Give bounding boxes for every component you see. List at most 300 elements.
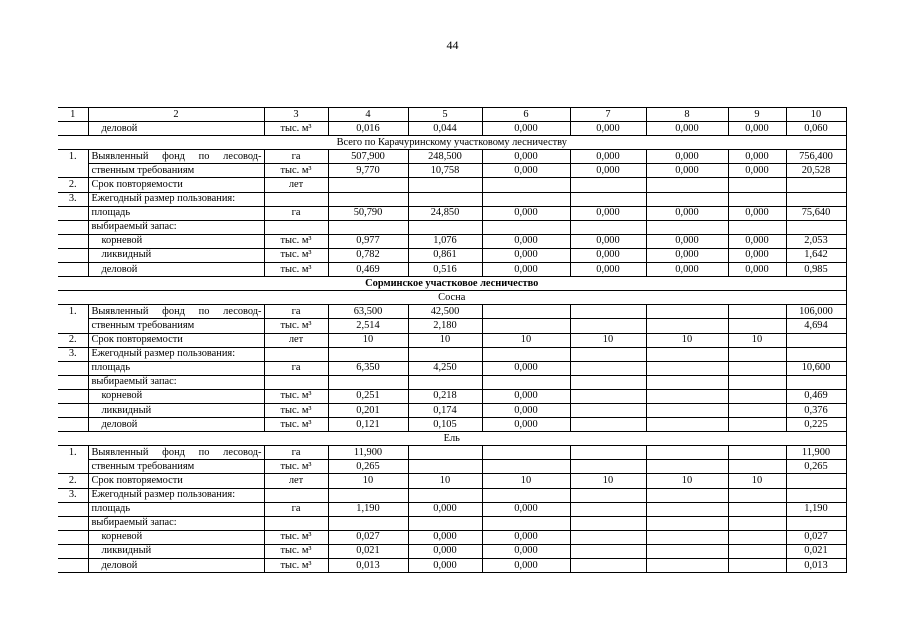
row-number: 3.	[58, 488, 88, 502]
value-cell	[328, 488, 408, 502]
value-cell	[408, 347, 482, 361]
value-cell: 10	[328, 333, 408, 347]
value-cell: 2,053	[786, 234, 846, 248]
value-cell	[646, 192, 728, 206]
value-cell	[570, 530, 646, 544]
value-cell	[786, 375, 846, 389]
column-number-row	[58, 108, 846, 122]
value-cell	[646, 446, 728, 460]
value-cell	[728, 516, 786, 530]
value-cell	[646, 375, 728, 389]
value-cell: 0,376	[786, 403, 846, 417]
value-cell	[728, 403, 786, 417]
value-cell	[570, 403, 646, 417]
value-cell: 0,000	[482, 389, 570, 403]
value-cell: 10	[482, 333, 570, 347]
table-row	[58, 502, 846, 516]
value-cell: 0,000	[408, 559, 482, 573]
section-title: Сорминское участковое лесничество	[58, 277, 846, 291]
value-cell: 0,516	[408, 263, 482, 277]
value-cell: 0,000	[408, 530, 482, 544]
unit-cell: тыс. м³	[264, 122, 328, 136]
value-cell: 24,850	[408, 206, 482, 220]
value-cell: 0,977	[328, 234, 408, 248]
value-cell	[328, 178, 408, 192]
value-cell: 0,000	[482, 502, 570, 516]
value-cell	[786, 474, 846, 488]
value-cell	[728, 347, 786, 361]
value-cell: 0,000	[570, 122, 646, 136]
row-label: деловой	[88, 122, 264, 136]
value-cell	[728, 502, 786, 516]
table-row	[58, 234, 846, 248]
value-cell	[646, 361, 728, 375]
value-cell: 0,000	[646, 263, 728, 277]
value-cell: 0,000	[646, 234, 728, 248]
row-number: 2.	[58, 333, 88, 347]
row-label: ликвидный	[88, 248, 264, 262]
value-cell: 507,900	[328, 150, 408, 164]
row-label: ликвидный	[88, 544, 264, 558]
unit-cell: га	[264, 150, 328, 164]
row-number: 2.	[58, 474, 88, 488]
value-cell: 0,000	[482, 164, 570, 178]
value-cell: 0,225	[786, 418, 846, 432]
row-label: Выявленный фонд по лесовод-	[88, 446, 264, 460]
value-cell: 10	[728, 333, 786, 347]
value-cell: 1,076	[408, 234, 482, 248]
unit-cell: га	[264, 502, 328, 516]
table-row	[58, 544, 846, 558]
value-cell: 0,218	[408, 389, 482, 403]
row-number: 3.	[58, 347, 88, 361]
unit-cell: лет	[264, 178, 328, 192]
value-cell: 0,000	[408, 502, 482, 516]
table-row	[58, 389, 846, 403]
table-row	[58, 122, 846, 136]
value-cell	[570, 220, 646, 234]
value-cell	[570, 319, 646, 333]
column-number: 8	[646, 108, 728, 122]
table-row	[58, 446, 846, 460]
value-cell: 0,000	[728, 234, 786, 248]
value-cell	[786, 178, 846, 192]
table-row	[58, 361, 846, 375]
row-number	[58, 389, 88, 403]
value-cell	[786, 192, 846, 206]
value-cell: 248,500	[408, 150, 482, 164]
row-number	[58, 516, 88, 530]
value-cell	[728, 488, 786, 502]
value-cell: 20,528	[786, 164, 846, 178]
section-row	[58, 432, 846, 446]
table-row	[58, 474, 846, 488]
value-cell: 10,758	[408, 164, 482, 178]
value-cell: 10	[728, 474, 786, 488]
value-cell	[646, 544, 728, 558]
table-row	[58, 488, 846, 502]
value-cell: 10,600	[786, 361, 846, 375]
value-cell: 0,044	[408, 122, 482, 136]
value-cell	[328, 220, 408, 234]
row-label: ликвидный	[88, 403, 264, 417]
row-label: корневой	[88, 530, 264, 544]
value-cell: 0,469	[328, 263, 408, 277]
row-label: выбираемый запас:	[88, 375, 264, 389]
unit-cell: га	[264, 361, 328, 375]
value-cell	[482, 319, 570, 333]
value-cell: 0,000	[482, 418, 570, 432]
row-label: ственным требованиям	[88, 164, 264, 178]
value-cell: 0,013	[786, 559, 846, 573]
forest-use-table	[58, 107, 847, 573]
value-cell: 4,250	[408, 361, 482, 375]
value-cell: 0,174	[408, 403, 482, 417]
value-cell: 10	[408, 333, 482, 347]
value-cell: 0,000	[646, 206, 728, 220]
unit-cell	[264, 220, 328, 234]
row-number: 1.	[58, 150, 88, 164]
value-cell: 0,000	[482, 544, 570, 558]
value-cell: 4,694	[786, 319, 846, 333]
value-cell	[646, 220, 728, 234]
unit-cell: га	[264, 446, 328, 460]
row-label: деловой	[88, 263, 264, 277]
value-cell: 1,190	[786, 502, 846, 516]
value-cell	[786, 220, 846, 234]
value-cell	[328, 347, 408, 361]
value-cell	[728, 418, 786, 432]
value-cell: 0,000	[482, 150, 570, 164]
value-cell	[570, 178, 646, 192]
table-row	[58, 516, 846, 530]
value-cell	[646, 418, 728, 432]
table-row	[58, 220, 846, 234]
value-cell	[728, 305, 786, 319]
value-cell	[728, 375, 786, 389]
value-cell: 0,985	[786, 263, 846, 277]
value-cell: 0,021	[786, 544, 846, 558]
row-label: Срок повторяемости	[88, 474, 264, 488]
value-cell: 10	[482, 474, 570, 488]
value-cell	[570, 460, 646, 474]
value-cell	[482, 305, 570, 319]
unit-cell: га	[264, 305, 328, 319]
value-cell	[646, 403, 728, 417]
value-cell: 63,500	[328, 305, 408, 319]
row-number	[58, 234, 88, 248]
value-cell	[786, 516, 846, 530]
table-row	[58, 263, 846, 277]
value-cell	[570, 347, 646, 361]
value-cell: 0,000	[482, 263, 570, 277]
value-cell: 0,000	[646, 150, 728, 164]
value-cell: 10	[570, 474, 646, 488]
unit-cell	[264, 347, 328, 361]
unit-cell: лет	[264, 474, 328, 488]
table-row	[58, 206, 846, 220]
value-cell	[728, 178, 786, 192]
unit-cell: тыс. м³	[264, 530, 328, 544]
row-label: корневой	[88, 234, 264, 248]
value-cell: 0,000	[728, 263, 786, 277]
section-title: Ель	[58, 432, 846, 446]
row-number	[58, 375, 88, 389]
column-number: 4	[328, 108, 408, 122]
unit-cell: тыс. м³	[264, 559, 328, 573]
value-cell	[408, 375, 482, 389]
unit-cell: тыс. м³	[264, 319, 328, 333]
value-cell	[786, 333, 846, 347]
value-cell: 0,000	[646, 122, 728, 136]
value-cell	[482, 516, 570, 530]
value-cell	[328, 516, 408, 530]
value-cell	[646, 389, 728, 403]
table-row	[58, 248, 846, 262]
value-cell	[646, 488, 728, 502]
row-number	[58, 460, 88, 474]
row-number	[58, 544, 88, 558]
value-cell	[570, 361, 646, 375]
value-cell	[646, 530, 728, 544]
value-cell	[570, 544, 646, 558]
value-cell: 0,000	[570, 248, 646, 262]
value-cell	[408, 488, 482, 502]
row-label: деловой	[88, 418, 264, 432]
value-cell	[570, 488, 646, 502]
value-cell	[328, 192, 408, 206]
unit-cell: тыс. м³	[264, 460, 328, 474]
row-label: площадь	[88, 502, 264, 516]
value-cell	[728, 460, 786, 474]
value-cell: 0,861	[408, 248, 482, 262]
value-cell: 0,265	[786, 460, 846, 474]
table-row	[58, 403, 846, 417]
table-row	[58, 164, 846, 178]
unit-cell: тыс. м³	[264, 164, 328, 178]
value-cell: 0,000	[728, 122, 786, 136]
value-cell: 0,000	[646, 164, 728, 178]
table-row	[58, 305, 846, 319]
row-number	[58, 361, 88, 375]
section-row	[58, 136, 846, 150]
page-number: 44	[446, 38, 459, 52]
unit-cell: тыс. м³	[264, 418, 328, 432]
value-cell: 0,000	[570, 234, 646, 248]
value-cell	[570, 502, 646, 516]
row-number	[58, 122, 88, 136]
row-number	[58, 220, 88, 234]
value-cell	[482, 192, 570, 206]
value-cell: 42,500	[408, 305, 482, 319]
value-cell: 0,000	[482, 361, 570, 375]
value-cell	[570, 516, 646, 530]
row-label: Ежегодный размер пользования:	[88, 192, 264, 206]
column-number: 5	[408, 108, 482, 122]
column-number: 2	[88, 108, 264, 122]
row-label: ственным требованиям	[88, 460, 264, 474]
value-cell: 10	[646, 333, 728, 347]
value-cell	[328, 375, 408, 389]
value-cell	[786, 488, 846, 502]
value-cell: 10	[408, 474, 482, 488]
value-cell: 106,000	[786, 305, 846, 319]
row-number: 1.	[58, 305, 88, 319]
row-label: Срок повторяемости	[88, 178, 264, 192]
value-cell	[570, 559, 646, 573]
row-number	[58, 248, 88, 262]
value-cell: 0,000	[570, 164, 646, 178]
value-cell: 0,000	[728, 206, 786, 220]
column-number: 7	[570, 108, 646, 122]
value-cell: 0,469	[786, 389, 846, 403]
value-cell: 0,000	[482, 248, 570, 262]
value-cell	[646, 460, 728, 474]
value-cell	[646, 502, 728, 516]
section-title: Всего по Карачуринскому участковому лесничеству	[58, 136, 846, 150]
row-number	[58, 418, 88, 432]
value-cell	[570, 418, 646, 432]
value-cell	[482, 488, 570, 502]
value-cell	[570, 446, 646, 460]
value-cell: 1,190	[328, 502, 408, 516]
unit-cell: га	[264, 206, 328, 220]
row-label: Выявленный фонд по лесовод-	[88, 150, 264, 164]
value-cell	[646, 178, 728, 192]
row-number: 2.	[58, 178, 88, 192]
value-cell	[728, 319, 786, 333]
value-cell: 10	[570, 333, 646, 347]
table-row	[58, 460, 846, 474]
row-label: Выявленный фонд по лесовод-	[88, 305, 264, 319]
value-cell	[570, 389, 646, 403]
value-cell: 6,350	[328, 361, 408, 375]
table-row	[58, 559, 846, 573]
value-cell: 0,121	[328, 418, 408, 432]
value-cell: 2,180	[408, 319, 482, 333]
value-cell	[646, 347, 728, 361]
value-cell: 0,016	[328, 122, 408, 136]
row-number: 3.	[58, 192, 88, 206]
table-row	[58, 150, 846, 164]
unit-cell: тыс. м³	[264, 263, 328, 277]
value-cell	[482, 178, 570, 192]
value-cell	[408, 220, 482, 234]
section-title: Сосна	[58, 291, 846, 305]
value-cell	[646, 319, 728, 333]
value-cell: 11,900	[328, 446, 408, 460]
value-cell: 0,265	[328, 460, 408, 474]
value-cell	[482, 220, 570, 234]
row-label: площадь	[88, 206, 264, 220]
value-cell: 2,514	[328, 319, 408, 333]
value-cell	[728, 446, 786, 460]
value-cell	[570, 305, 646, 319]
value-cell: 1,642	[786, 248, 846, 262]
unit-cell: тыс. м³	[264, 403, 328, 417]
row-label: ственным требованиям	[88, 319, 264, 333]
unit-cell: тыс. м³	[264, 544, 328, 558]
value-cell: 0,000	[570, 150, 646, 164]
value-cell	[646, 559, 728, 573]
value-cell	[728, 220, 786, 234]
row-number	[58, 206, 88, 220]
row-number	[58, 403, 88, 417]
row-label: деловой	[88, 559, 264, 573]
value-cell	[482, 460, 570, 474]
value-cell: 10	[328, 474, 408, 488]
value-cell: 50,790	[328, 206, 408, 220]
value-cell	[728, 544, 786, 558]
table-row	[58, 178, 846, 192]
value-cell: 11,900	[786, 446, 846, 460]
table-row	[58, 333, 846, 347]
value-cell: 9,770	[328, 164, 408, 178]
row-label: площадь	[88, 361, 264, 375]
value-cell: 0,105	[408, 418, 482, 432]
unit-cell: тыс. м³	[264, 248, 328, 262]
value-cell: 0,782	[328, 248, 408, 262]
value-cell: 0,000	[482, 559, 570, 573]
table-row	[58, 418, 846, 432]
row-label: корневой	[88, 389, 264, 403]
unit-cell	[264, 375, 328, 389]
column-number: 6	[482, 108, 570, 122]
value-cell: 0,000	[482, 206, 570, 220]
row-number	[58, 559, 88, 573]
column-number: 9	[728, 108, 786, 122]
value-cell	[728, 389, 786, 403]
value-cell	[482, 375, 570, 389]
row-label: выбираемый запас:	[88, 220, 264, 234]
unit-cell: тыс. м³	[264, 389, 328, 403]
value-cell	[408, 446, 482, 460]
value-cell: 75,640	[786, 206, 846, 220]
unit-cell: тыс. м³	[264, 234, 328, 248]
value-cell	[728, 530, 786, 544]
row-number	[58, 319, 88, 333]
row-number	[58, 502, 88, 516]
unit-cell	[264, 488, 328, 502]
value-cell: 0,021	[328, 544, 408, 558]
value-cell	[408, 460, 482, 474]
row-label: выбираемый запас:	[88, 516, 264, 530]
value-cell	[786, 347, 846, 361]
value-cell: 0,000	[728, 248, 786, 262]
value-cell: 0,000	[482, 530, 570, 544]
value-cell: 0,013	[328, 559, 408, 573]
table-row	[58, 347, 846, 361]
value-cell: 0,251	[328, 389, 408, 403]
row-label: Ежегодный размер пользования:	[88, 488, 264, 502]
value-cell	[482, 446, 570, 460]
table-row	[58, 192, 846, 206]
row-label: Ежегодный размер пользования:	[88, 347, 264, 361]
row-number	[58, 164, 88, 178]
value-cell	[570, 192, 646, 206]
unit-cell	[264, 516, 328, 530]
value-cell	[408, 516, 482, 530]
value-cell: 0,000	[482, 234, 570, 248]
row-label: Срок повторяемости	[88, 333, 264, 347]
section-row	[58, 277, 846, 291]
row-number	[58, 263, 88, 277]
value-cell: 0,060	[786, 122, 846, 136]
value-cell: 756,400	[786, 150, 846, 164]
value-cell: 10	[646, 474, 728, 488]
value-cell: 0,027	[786, 530, 846, 544]
table-row	[58, 375, 846, 389]
